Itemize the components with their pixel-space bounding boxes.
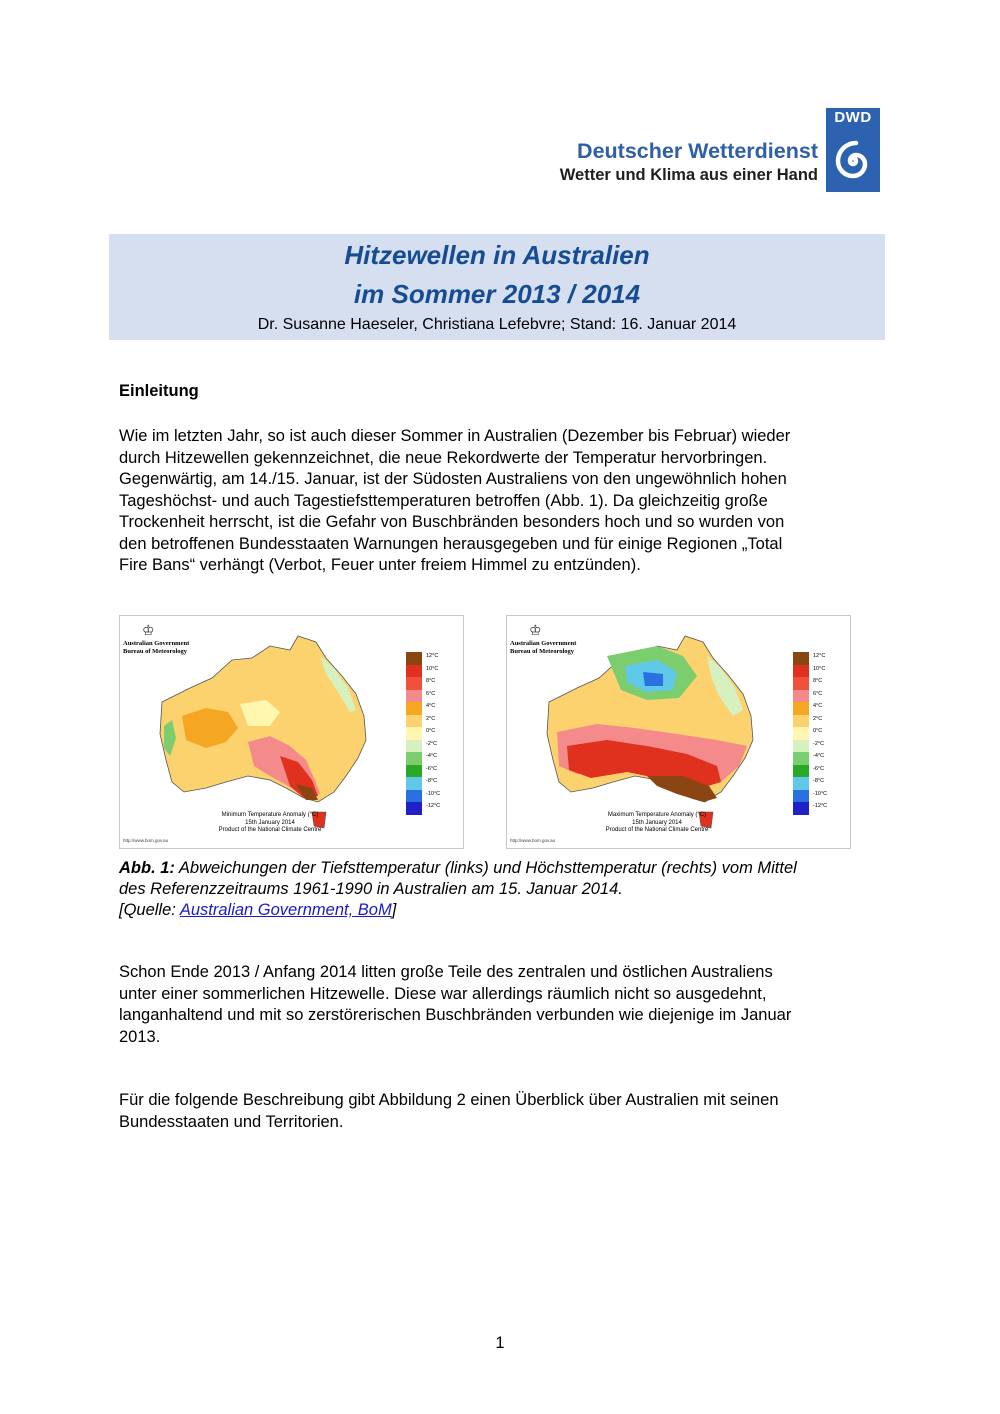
map-source-url: http://www.bom.gov.au: [123, 838, 169, 843]
legend-label: 4°C: [426, 703, 436, 709]
source-link[interactable]: Australian Government, BoM: [179, 901, 392, 919]
legend-label: -10°C: [813, 790, 828, 797]
legend-label: -4°C: [813, 753, 825, 759]
legend-label: -2°C: [426, 740, 438, 747]
text-line: Schon Ende 2013 / Anfang 2014 litten große Teile des zentralen und östlichen Australiens: [119, 963, 773, 981]
legend-label: 0°C: [426, 728, 436, 734]
legend-swatch: [406, 690, 436, 703]
legend-label: -4°C: [426, 753, 438, 759]
legend-label: 6°C: [426, 690, 436, 697]
legend-swatch: [793, 777, 825, 790]
legend-label: 2°C: [813, 715, 823, 722]
map-title: Minimum Temperature Anomaly (°C): [221, 812, 319, 818]
legend-swatch: [406, 765, 438, 778]
legend-swatch: [406, 790, 441, 803]
legend-label: 2°C: [426, 715, 436, 722]
page-number: 1: [495, 1334, 505, 1352]
agency-line: Australian Government: [123, 640, 190, 647]
legend-swatch: [793, 790, 828, 803]
legend-swatch: [406, 665, 439, 678]
legend-label: -8°C: [813, 778, 825, 784]
caption-label: Abb. 1:: [119, 859, 175, 877]
legend-swatch: [406, 677, 436, 690]
legend-swatch: [406, 727, 436, 740]
legend-swatch: [406, 702, 436, 715]
coat-of-arms-icon: ♔: [142, 622, 155, 638]
text-line: Trockenheit herrscht, ist die Gefahr von Buschbränden besonders hoch und so wurden von: [119, 513, 785, 531]
legend-swatch: [406, 715, 436, 728]
legend-swatch: [406, 752, 438, 765]
legend-label: 4°C: [813, 703, 823, 709]
text-line: 2013.: [119, 1027, 161, 1046]
map-legend: [793, 652, 828, 815]
legend-swatch: [406, 652, 439, 665]
legend-label: -2°C: [813, 740, 825, 747]
map-legend: [406, 652, 441, 815]
map-product: Product of the National Climate Centre: [605, 827, 709, 833]
max-temp-anomaly-map: [506, 615, 851, 849]
title-line-2: im Sommer 2013 / 2014: [353, 279, 641, 309]
legend-swatch: [793, 727, 823, 740]
legend-label: -6°C: [813, 765, 825, 772]
source-prefix: [Quelle:: [119, 901, 180, 919]
map-title: Maximum Temperature Anomaly (°C): [607, 812, 707, 818]
agency-line: Bureau of Meteorology: [510, 648, 575, 655]
text-line: unter einer sommerlichen Hitzewelle. Diese war allerdings räumlich nicht so ausgedehnt,: [119, 984, 767, 1003]
caption-source: [119, 900, 889, 921]
legend-swatch: [793, 677, 823, 690]
min-temp-anomaly-map: [119, 615, 464, 849]
legend-swatch: [406, 777, 438, 790]
legend-swatch: [793, 702, 823, 715]
legend-swatch: [406, 802, 441, 815]
text-line: Für die folgende Beschreibung gibt Abbildung 2 einen Überblick über Australien mit seinen: [119, 1091, 779, 1109]
dwd-logo: [556, 108, 882, 194]
text-line: langanhaltend und mit so zerstörerischen Buschbränden verbunden wie diejenige im Januar: [119, 1006, 792, 1024]
section-heading-einleitung: Einleitung: [119, 382, 199, 400]
legend-label: -10°C: [426, 790, 441, 797]
figure-caption: [119, 858, 889, 921]
logo-box: [826, 108, 880, 192]
title-line-1: Hitzewellen in Australien: [344, 240, 650, 270]
legend-label: 8°C: [813, 678, 823, 684]
text-line: Wie im letzten Jahr, so ist auch dieser Sommer in Australien (Dezember bis Februar) wieder: [119, 427, 791, 445]
legend-swatch: [793, 802, 828, 815]
body-paragraph: [119, 1090, 889, 1133]
legend-swatch: [793, 690, 823, 703]
logo-text: [556, 138, 818, 186]
authors-line: Dr. Susanne Haeseler, Christiana Lefebvre; Stand: 16. Januar 2014: [257, 316, 737, 333]
caption-line: [119, 858, 889, 879]
text-line: Tageshöchst- und auch Tagestiefsttemperaturen betroffen (Abb. 1). Da gleichzeitig große: [119, 491, 768, 510]
body-paragraph: [119, 962, 889, 1048]
caption-text: Abweichungen der Tiefsttemperatur (links) und Höchsttemperatur (rechts) vom Mittel: [174, 859, 797, 877]
caption-line: des Referenzzeitraums 1961-1990 in Australien am 15. Januar 2014.: [119, 880, 623, 898]
map-source-url: http://www.bom.gov.au: [510, 838, 556, 843]
title-box: [109, 234, 885, 340]
map-date: 15th January 2014: [632, 819, 682, 826]
legend-swatch: [793, 652, 826, 665]
legend-swatch: [793, 752, 825, 765]
legend-swatch: [793, 740, 825, 753]
logo-box-label: DWD: [834, 109, 872, 126]
map-product: Product of the National Climate Centre: [218, 827, 322, 833]
legend-label: 0°C: [813, 728, 823, 734]
legend-label: 12°C: [426, 653, 439, 659]
text-line: Bundesstaaten und Territorien.: [119, 1112, 344, 1131]
legend-label: 6°C: [813, 690, 823, 697]
map-date: 15th January 2014: [245, 819, 295, 826]
source-suffix: ]: [391, 901, 397, 919]
legend-label: 12°C: [813, 653, 826, 659]
coat-of-arms-icon: ♔: [529, 622, 542, 638]
agency-line: Bureau of Meteorology: [123, 648, 188, 655]
text-line: Fire Bans“ verhängt (Verbot, Feuer unter freiem Himmel zu entzünden).: [119, 556, 641, 574]
logo-slogan: Wetter und Klima aus einer Hand: [559, 166, 818, 184]
legend-swatch: [793, 665, 826, 678]
text-line: durch Hitzewellen gekennzeichnet, die neue Rekordwerte der Temperatur hervorbringen.: [119, 448, 768, 467]
legend-label: -12°C: [813, 803, 828, 809]
intro-paragraph: [119, 426, 889, 577]
map-caption-block: [557, 812, 757, 835]
legend-swatch: [793, 765, 825, 778]
legend-label: 10°C: [426, 665, 439, 672]
text-line: den betroffenen Bundesstaaten Warnungen herausgegeben und für einige Regionen „Total: [119, 534, 783, 553]
legend-label: 8°C: [426, 678, 436, 684]
legend-label: 10°C: [813, 665, 826, 672]
agency-line: Australian Government: [510, 640, 577, 647]
legend-label: -6°C: [426, 765, 438, 772]
text-line: Gegenwärtig, am 14./15. Januar, ist der Südosten Australiens von den ungewöhnlich hohen: [119, 470, 787, 488]
legend-swatch: [406, 740, 438, 753]
dwd-spiral-icon: [830, 134, 876, 188]
map-caption-block: [170, 812, 370, 835]
legend-label: -12°C: [426, 803, 441, 809]
legend-label: -8°C: [426, 778, 438, 784]
logo-name: Deutscher Wetterdienst: [577, 139, 818, 163]
legend-swatch: [793, 715, 823, 728]
